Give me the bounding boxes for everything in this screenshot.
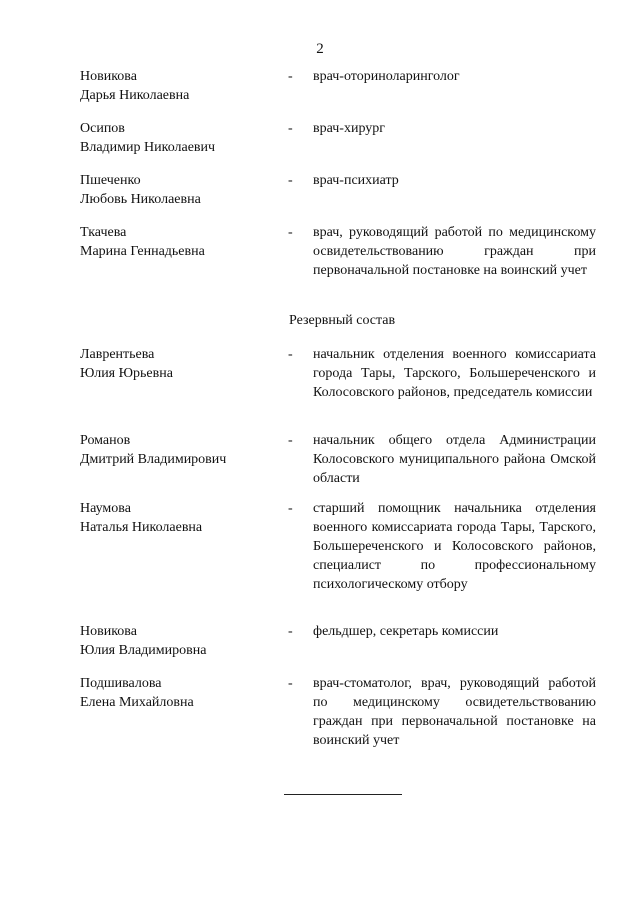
- member-role: старший помощник начальника отделения военного комиссариата города Тары, Тарского, Большереченского и Колосовского районов, специалист по профессиональному психологическому отбору: [313, 501, 596, 592]
- member-surname: Осипов: [80, 121, 125, 136]
- member-role: начальник общего отдела Администрации Колосовского муниципального района Омской области: [313, 433, 596, 486]
- member-given-names: Наталья Николаевна: [80, 520, 203, 535]
- member-role: фельдшер, секретарь комиссии: [313, 624, 499, 639]
- member-surname: Подшивалова: [80, 676, 162, 691]
- member-name: [80, 223, 270, 261]
- member-role: врач-психиатр: [313, 173, 399, 188]
- member-given-names: Дарья Николаевна: [80, 88, 190, 103]
- member-name: [80, 431, 270, 469]
- member-given-names: Марина Геннадьевна: [80, 244, 205, 259]
- member-surname: Лаврентьева: [80, 347, 155, 362]
- member-given-names: Дмитрий Владимирович: [80, 452, 227, 467]
- member-role: врач-стоматолог, врач, руководящий работой по медицинскому освидетельствованию граждан при первоначальной постановке на воинский учет: [313, 676, 596, 748]
- member-name: [80, 499, 270, 537]
- member-surname: Новикова: [80, 69, 137, 84]
- member-surname: Новикова: [80, 624, 137, 639]
- dash-separator: -: [288, 501, 293, 516]
- member-surname: Ткачева: [80, 225, 127, 240]
- member-role: врач-оториноларинголог: [313, 69, 460, 84]
- reserve-heading: Резервный состав: [289, 313, 396, 328]
- dash-separator: -: [288, 676, 293, 691]
- member-name: [80, 622, 270, 660]
- member-role: начальник отделения военного комиссариата города Тары, Тарского, Большереченского и Колосовского районов, председатель комиссии: [313, 347, 596, 400]
- member-name: [80, 171, 270, 209]
- member-given-names: Юлия Юрьевна: [80, 366, 173, 381]
- member-given-names: Юлия Владимировна: [80, 643, 207, 658]
- member-name: [80, 119, 270, 157]
- dash-separator: -: [288, 225, 293, 240]
- dash-separator: -: [288, 433, 293, 448]
- member-role: врач, руководящий работой по медицинскому освидетельствованию граждан при первоначальной постановке на воинский учет: [313, 225, 596, 278]
- member-surname: Пшеченко: [80, 173, 141, 188]
- dash-separator: -: [288, 69, 293, 84]
- dash-separator: -: [288, 173, 293, 188]
- member-surname: Наумова: [80, 501, 131, 516]
- dash-separator: -: [288, 624, 293, 639]
- member-surname: Романов: [80, 433, 131, 448]
- dash-separator: -: [288, 347, 293, 362]
- member-name: [80, 674, 270, 712]
- member-name: [80, 345, 270, 383]
- member-given-names: Владимир Николаевич: [80, 140, 216, 155]
- dash-separator: -: [288, 121, 293, 136]
- member-given-names: Любовь Николаевна: [80, 192, 201, 207]
- page-number: 2: [316, 41, 324, 57]
- member-given-names: Елена Михайловна: [80, 695, 194, 710]
- closing-rule: [284, 794, 402, 795]
- member-role: врач-хирург: [313, 121, 386, 136]
- member-name: [80, 67, 270, 105]
